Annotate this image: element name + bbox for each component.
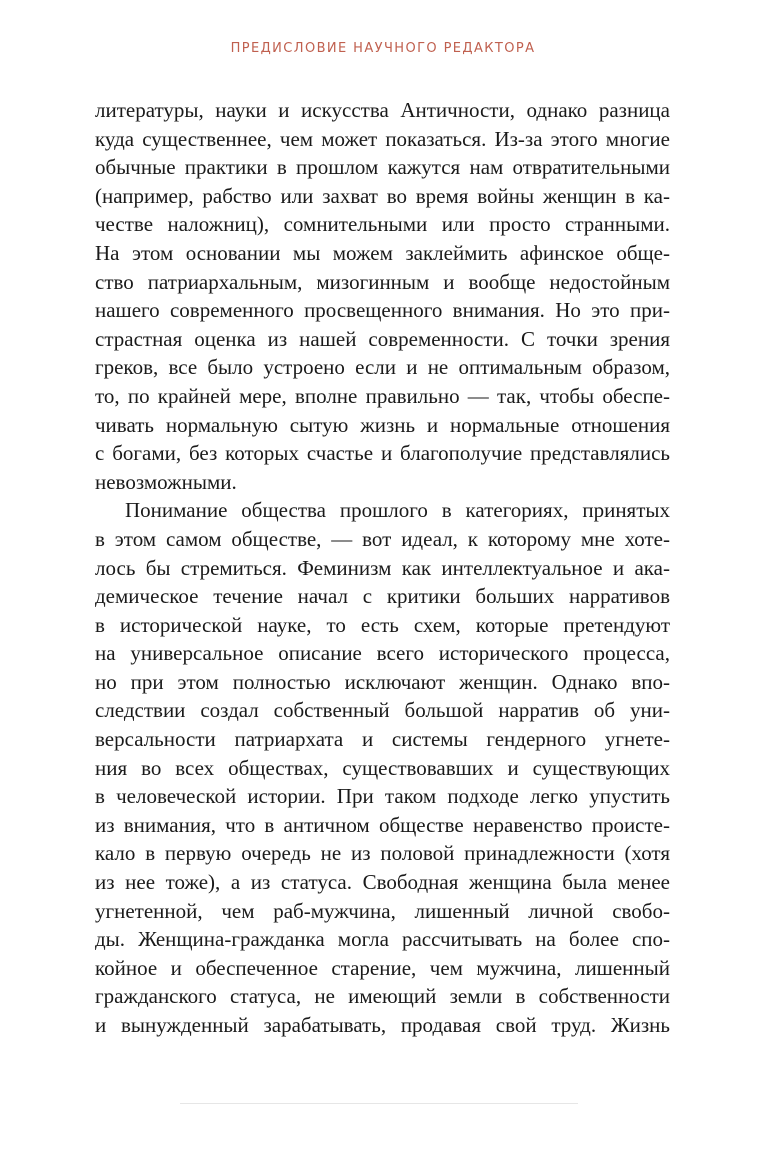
text-line: из нее тоже), а из статуса. Свободная женщина была менее	[95, 870, 670, 895]
text-line: гражданского статуса, не имеющий земли в собственности	[95, 984, 670, 1009]
text-line: угнетенной, чем раб-мужчина, лишенный личной свобо-	[95, 898, 670, 923]
text-line: ния во всех обществах, существовавших и существующих	[95, 755, 670, 780]
text-line: обычные практики в прошлом кажутся нам отвратительными	[95, 155, 670, 180]
text-line: в человеческой истории. При таком подходе легко упустить	[95, 784, 670, 809]
text-line: следствии создал собственный большой нарратив об уни-	[95, 698, 670, 723]
text-line: в этом самом обществе, — вот идеал, к которому мне хоте-	[95, 526, 670, 551]
footer-divider	[180, 1103, 578, 1104]
text-line: но при этом полностью исключают женщин. Однако впо-	[95, 669, 670, 694]
text-line: лось бы стремиться. Феминизм как интеллектуальное и ака-	[95, 555, 670, 580]
text-line: кало в первую очередь не из половой принадлежности (хотя	[95, 841, 670, 866]
running-head: ПРЕДИСЛОВИЕ НАУЧНОГО РЕДАКТОРА	[230, 41, 536, 56]
text-line: литературы, науки и искусства Античности, однако разница	[95, 98, 670, 122]
text-line: На этом основании мы можем заклеймить афинское обще-	[95, 240, 670, 265]
text-line: на универсальное описание всего исторического процесса,	[95, 641, 670, 666]
body-text	[95, 96, 670, 1040]
text-line: демическое течение начал с критики больших нарративов	[95, 584, 670, 609]
text-line: то, по крайней мере, вполне правильно — так, чтобы обеспе-	[95, 383, 670, 408]
text-line: из внимания, что в античном обществе неравенство проистe-	[95, 812, 670, 837]
text-line: с богами, без которых счастье и благополучие представлялись	[95, 441, 670, 466]
text-line: нашего современного просвещенного внимания. Но это при-	[95, 298, 670, 323]
text-line: греков, все было устроено если и не оптимальным образом,	[95, 355, 670, 380]
paragraph-1	[95, 96, 670, 496]
text-line: в исторической науке, то есть схем, которые претендуют	[95, 612, 670, 637]
text-line: Понимание общества прошлого в категориях, принятых	[125, 498, 670, 523]
text-line: честве наложниц), сомнительными или просто странными.	[95, 212, 670, 237]
text-line: койное и обеспеченное старение, чем мужчина, лишенный	[95, 955, 670, 980]
text-line: (например, рабство или захват во время войны женщин в ка-	[95, 183, 670, 208]
text-line: и вынужденный зарабатывать, продавая свой труд. Жизнь	[95, 1013, 670, 1037]
text-line: ды. Женщина-гражданка могла рассчитывать на более спо-	[95, 927, 670, 952]
text-line: чивать нормальную сытую жизнь и нормальные отношения	[95, 412, 670, 437]
paragraph-2	[95, 496, 670, 1039]
text-line: куда существеннее, чем может показаться. Из-за этого многие	[95, 126, 670, 151]
text-line: ство патриархальным, мизогинным и вообще недостойным	[95, 269, 670, 294]
text-line: версальности патриархата и системы гендерного угнете-	[95, 727, 670, 752]
text-line: невозможными.	[95, 469, 237, 494]
text-line: страстная оценка из нашей современности. С точки зрения	[95, 326, 670, 351]
